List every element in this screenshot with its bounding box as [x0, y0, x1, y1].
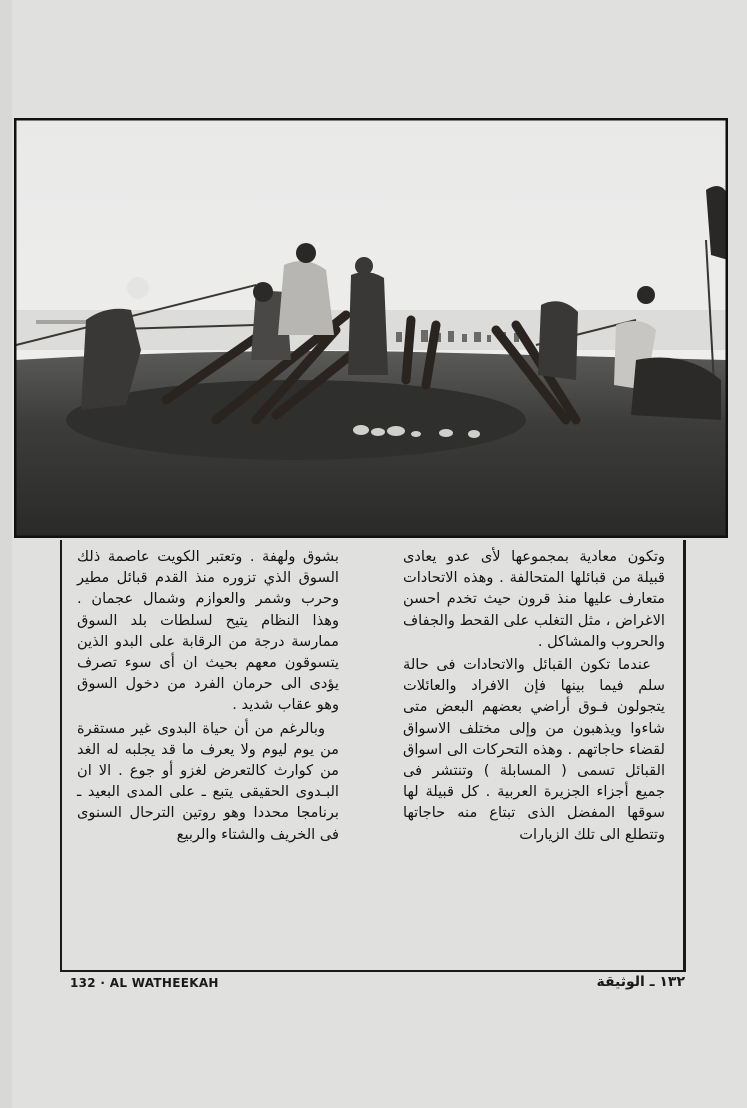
- paragraph: بشوق ولهفة . وتعتبر الكويت عاصمة ذلك السوق الذي تزوره منذ القدم قبائل مطير وحرب وشمر والعوازم وشمال عجمان . وهذا النظام يتيح لسلطات بلد السوق ممارسة درجة من الرقابة على البدو الذين يتسوقون معهم بحيث ان أى سوء تصرف يؤدى الى حرمان الفرد من دخول السوق وهو عقاب شديد .: [77, 548, 339, 714]
- page-number-latin: 132 · AL WATHEEKAH: [70, 976, 219, 990]
- article-photo: [14, 118, 728, 538]
- paragraph: عندما تكون القبائل والاتحادات فى حالة سلم فيما بينها فإن الافراد والعائلات يتجولون فـوق أراضي بعضهم البعض متى شاءوا ويذهبون من وإلى مختلف الاسواق لقضاء حاجاتهم . وهذه التحركات الى اسواق القبائل تسمى ( المسابلة ) وتنتشر فى جميع أجزاء الجزيرة العربية . كل قبيلة لها سوقها المفضل الذى تبتاع منه حاجاتها وتتطلع الى تلك الزيارات: [403, 656, 665, 843]
- article-column-right: [403, 546, 665, 847]
- desert-tribe-scene-photo: [16, 120, 726, 536]
- page-number-arabic: ١٣٢ ـ الوثيقة: [596, 974, 685, 990]
- paragraph: وتكون معادية بمجموعها لأى عدو يعادى قبيلة من قبائلها المتحالفة . وهذه الاتحادات متعارف عليها منذ قرون حيث تخدم احسن الاغراض ، مثل التغلب على القحط والجفاف والحروب والمشاكل .: [403, 548, 665, 650]
- paragraph: وبالرغم من أن حياة البدوى غير مستقرة من يوم ليوم ولا يعرف ما قد يجلبه له الغد من كوارث كالتعرض لغزو أو جوع . الا ان البـدوى الحقيقى يتبع ـ على المدى البعيد ـ برنامجا محددا وهو روتين الترحال السنوى فى الخريف والشتاء والربيع: [77, 719, 339, 843]
- article-column-left: [77, 546, 339, 847]
